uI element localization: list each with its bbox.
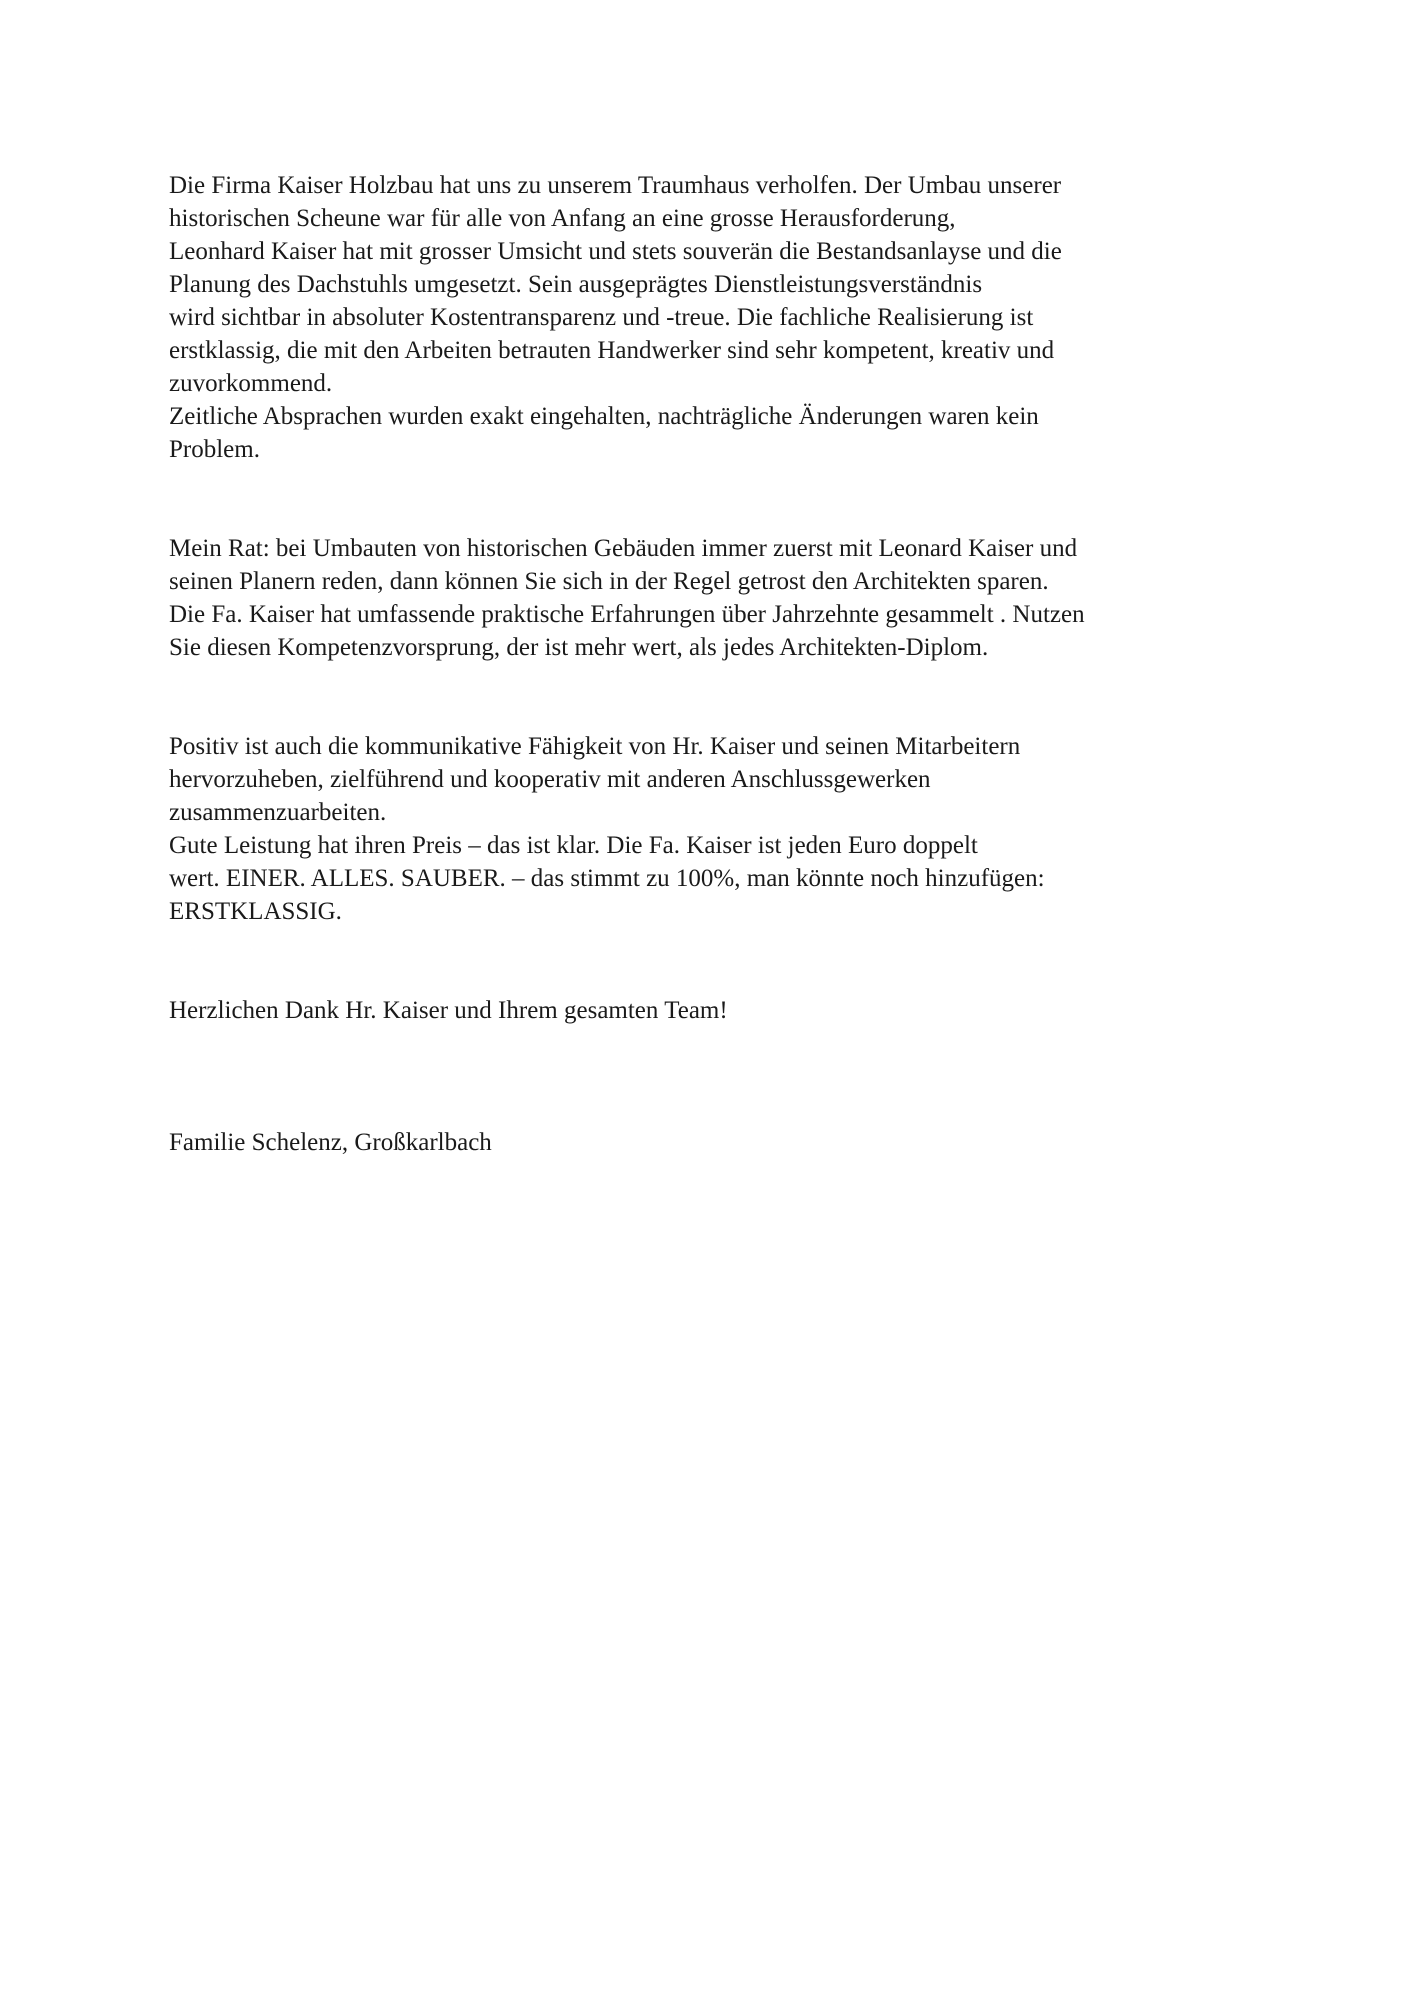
text-line: Planung des Dachstuhls umgesetzt. Sein ausgeprägtes Dienstleistungsverständnis (169, 271, 983, 298)
closing-line: Herzlichen Dank Hr. Kaiser und Ihrem gesamten Team! (169, 997, 728, 1024)
signature-block (169, 1126, 1269, 1159)
text-line: seinen Planern reden, dann können Sie sich in der Regel getrost den Architekten sparen. (169, 568, 1049, 595)
text-line: zusammenzuarbeiten. (169, 799, 387, 826)
paragraph-4 (169, 994, 1269, 1027)
text-line: Leonhard Kaiser hat mit grosser Umsicht und stets souverän die Bestandsanlayse und die (169, 238, 1062, 265)
text-line: Positiv ist auch die kommunikative Fähigkeit von Hr. Kaiser und seinen Mitarbeitern (169, 733, 1021, 760)
paragraph-1 (169, 169, 1269, 466)
text-line: Problem. (169, 436, 260, 463)
text-line: erstklassig, die mit den Arbeiten betrauten Handwerker sind sehr kompetent, kreativ und (169, 337, 1055, 364)
text-line: ERSTKLASSIG. (169, 898, 342, 925)
text-line: Gute Leistung hat ihren Preis – das ist klar. Die Fa. Kaiser ist jeden Euro doppelt (169, 832, 978, 859)
signature: Familie Schelenz, Großkarlbach (169, 1129, 492, 1156)
text-line: historischen Scheune war für alle von Anfang an eine grosse Herausforderung, (169, 205, 956, 232)
text-line: hervorzuheben, zielführend und kooperativ mit anderen Anschlussgewerken (169, 766, 931, 793)
text-line: Die Fa. Kaiser hat umfassende praktische Erfahrungen über Jahrzehnte gesammelt . Nutzen (169, 601, 1085, 628)
text-line: Die Firma Kaiser Holzbau hat uns zu unserem Traumhaus verholfen. Der Umbau unserer (169, 172, 1062, 199)
paragraph-spacer (169, 466, 1269, 532)
paragraph-spacer (169, 664, 1269, 730)
text-line: Zeitliche Absprachen wurden exakt eingehalten, nachträgliche Änderungen waren kein (169, 403, 1039, 430)
paragraph-spacer (169, 928, 1269, 994)
paragraph-spacer (169, 1027, 1269, 1126)
text-line: wird sichtbar in absoluter Kostentransparenz und -treue. Die fachliche Realisierung ist (169, 304, 1034, 331)
text-line: Sie diesen Kompetenzvorsprung, der ist mehr wert, als jedes Architekten-Diplom. (169, 634, 989, 661)
paragraph-3 (169, 730, 1269, 928)
text-line: zuvorkommend. (169, 370, 333, 397)
paragraph-2 (169, 532, 1269, 664)
text-line: Mein Rat: bei Umbauten von historischen Gebäuden immer zuerst mit Leonard Kaiser und (169, 535, 1078, 562)
text-line: wert. EINER. ALLES. SAUBER. – das stimmt zu 100%, man könnte noch hinzufügen: (169, 865, 1045, 892)
letter-body (169, 169, 1269, 1159)
